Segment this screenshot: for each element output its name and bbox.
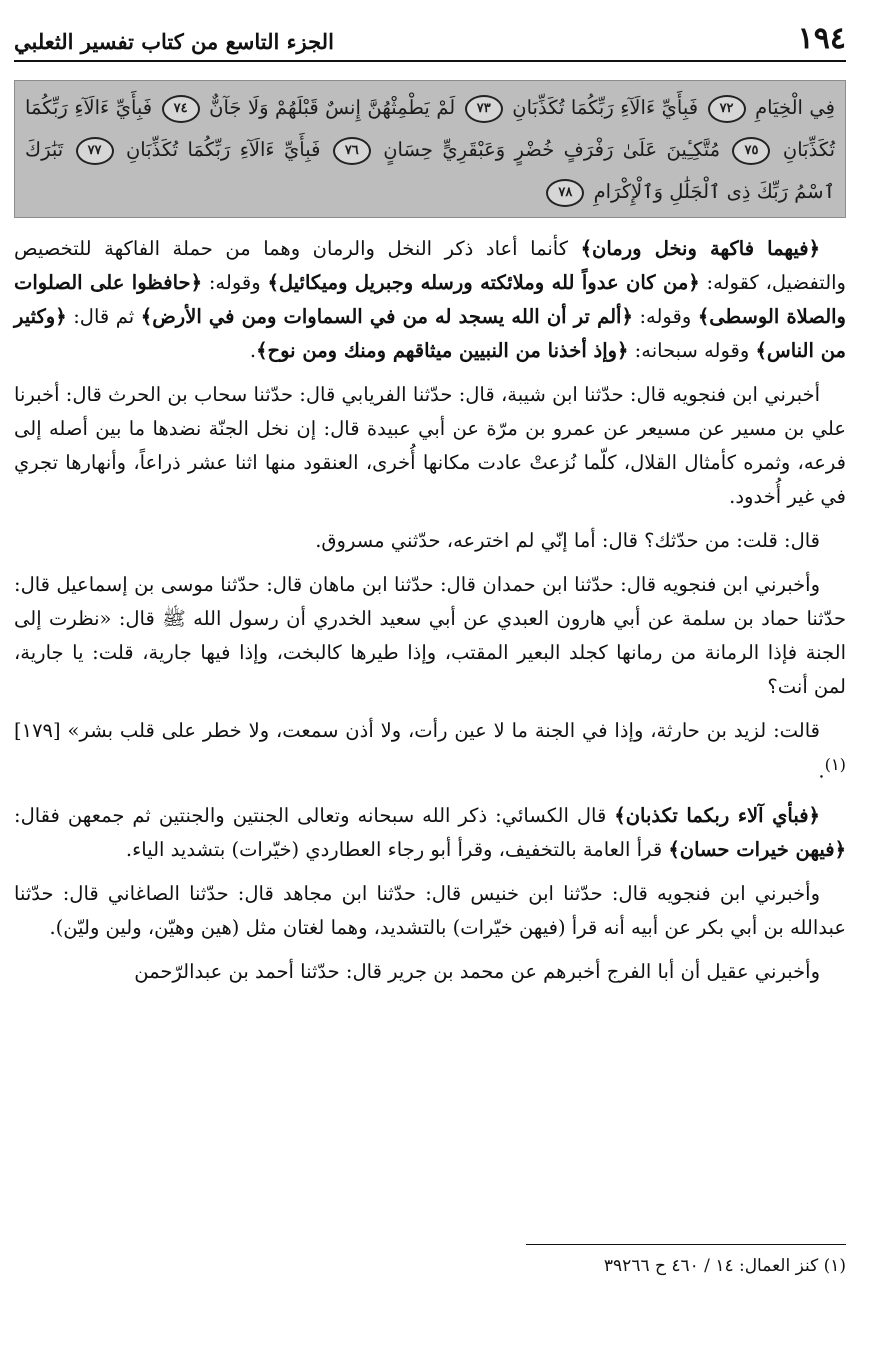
verse-text: فَبِأَيِّ ءَالَآءِ رَبِّكُمَا تُكَذِّبَانِ [512,96,699,119]
text-run: . [249,339,257,362]
ayah-number-marker: ٧٥ [732,137,770,165]
quoted-verse: ﴿فيهن خيرات حسان﴾ [668,837,846,861]
text-run: قرأ العامة بالتخفيف، وقرأ أبو رجاء العطاردي (خيّرات) بتشديد الياء. [125,837,669,861]
quoted-verse: ﴿فبأي آلاء ربكما تكذبان﴾ [614,803,820,827]
quoted-verse: ﴿وكثير من الناس﴾ [14,305,846,362]
text-run: وأخبرني ابن فنجويه قال: حدّثنا ابن حمدان قال: حدّثنا ابن ماهان قال: حدّثنا موسى بن إسماعيل قال: حدّثنا حماد بن سلمة عن أبي هارون العبدي عن أبي سعيد الخدري أن رسول الله ﷺ قال: «نظرت إلى الجنة فإذا الرمانة من رمانها كجلد البعير المقتب، وإذا طيرها كالبخت، وإذا فيها جارية، قلت: يا جارية، لمن أنت؟ [14,573,846,698]
quoted-verse: ﴿حافظوا على الصلوات والصلاة الوسطى﴾ [14,271,846,328]
ayah-number-marker: ٧٨ [546,179,584,207]
text-run: قال الكسائي: ذكر الله سبحانه وتعالى الجنتين والجنتين ثم جمعهن فقال: [14,803,615,827]
text-run: وقوله سبحانه: [628,339,756,362]
text-run: كأنما أعاد ذكر النخل والرمان وهما من حملة الفاكهة للتخصيص والتفضيل، كقوله: [14,237,846,294]
verse-text: مُتَّكِـِٔينَ عَلَىٰ رَفْرَفٍ خُضْرٍ وَعَبْقَرِيٍّ حِسَانٍ [383,138,721,161]
footnote: (١) كنز العمال: ١٤ / ٤٦٠ ح ٣٩٢٦٦ [603,1256,846,1276]
ayah-number-marker: ٧٦ [333,137,371,165]
paragraph [14,524,846,558]
paragraph [14,378,846,514]
verse-text: تَبَٰرَكَ ٱسْمُ رَبِّكَ ذِى ٱلْجَلَٰلِ وَٱلْإِكْرَامِ [25,138,835,203]
text-run: أخبرني ابن فنجويه قال: حدّثنا ابن شيبة، قال: حدّثنا الفريابي قال: حدّثنا سحاب بن الحرث قال: أخبرنا علي بن مسير عن مسيعر عن عمرو بن مرّة عن أبي عبيدة قال: إن نخل الجنّة نضدها ما بين أصله إلى فرعه، وثمره كأمثال القلال، كلّما نُزعتْ عادت مكانها أُخرى، العنقود منها اثنا عشر ذراعاً، وأنهارها تجري في غير أُخدود. [14,383,846,508]
running-title: الجزء التاسع من كتاب تفسير الثعلبي [14,29,334,54]
paragraph [14,714,846,789]
ayah-number-marker: ٧٧ [76,137,114,165]
paragraph [14,568,846,704]
paragraph [14,232,846,368]
text-run: وقوله: [632,305,698,328]
verse-text: فَبِأَيِّ ءَالَآءِ رَبِّكُمَا تُكَذِّبَانِ [25,96,836,161]
page-number: ١٩٤ [797,21,846,56]
commentary-text [14,232,846,999]
verse-text: فَبِأَيِّ ءَالَآءِ رَبِّكُمَا تُكَذِّبَانِ [125,138,321,161]
quran-verses-box [14,80,846,218]
footnote-separator [526,1244,846,1245]
quoted-verse: ﴿وإذ أخذنا من النبيين ميثاقهم ومنك ومن نوح﴾ [256,339,629,362]
text-run: قال: قلت: من حدّثك؟ قال: أما إنّي لم اخترعه، حدّثني مسروق. [315,529,820,552]
footnote-ref: (١) [824,755,846,774]
verse-text: فِي الْخِيَامِ [755,96,836,119]
quoted-verse: ﴿فيهما فاكهة ونخل ورمان﴾ [580,237,821,260]
quoted-verse: ﴿ألم تر أن الله يسجد له من في السماوات ومن في الأرض﴾ [140,305,633,328]
paragraph [14,955,846,989]
verse-text: لَمْ يَطْمِثْهُنَّ إِنسٌ قَبْلَهُمْ وَلَا جَآنٌّ [209,96,456,119]
paragraph [14,877,846,945]
text-run: قالت: لزيد بن حارثة، وإذا في الجنة ما لا عين رأت، ولا أذن سمعت، ولا خطر على قلب بشر» [١٧٩] [14,719,820,742]
text-run: ثم قال: [66,305,141,328]
text-run: . [818,759,825,783]
paragraph [14,799,846,867]
text-run: وقوله: [202,271,268,294]
ayah-number-marker: ٧٢ [708,95,746,123]
quoted-verse: ﴿من كان عدواً لله وملائكته ورسله وجبريل وميكائيل﴾ [267,271,700,294]
text-run: وأخبرني ابن فنجويه قال: حدّثنا ابن خنيس قال: حدّثنا ابن مجاهد قال: حدّثنا الصاغاني قال: حدّثنا عبدالله بن أبي بكر عن أبيه أنه قرأ (فيهن خيّرات) بالتشديد، وهما لغتان مثل (هين وهيّن، ولين وليّن). [14,881,846,939]
ayah-number-marker: ٧٤ [162,95,200,123]
ayah-number-marker: ٧٣ [465,95,503,123]
text-run: وأخبرني عقيل أن أبا الفرج أخبرهم عن محمد بن جرير قال: حدّثنا أحمد بن عبدالرّحمن [134,959,820,983]
page-header [14,20,846,62]
